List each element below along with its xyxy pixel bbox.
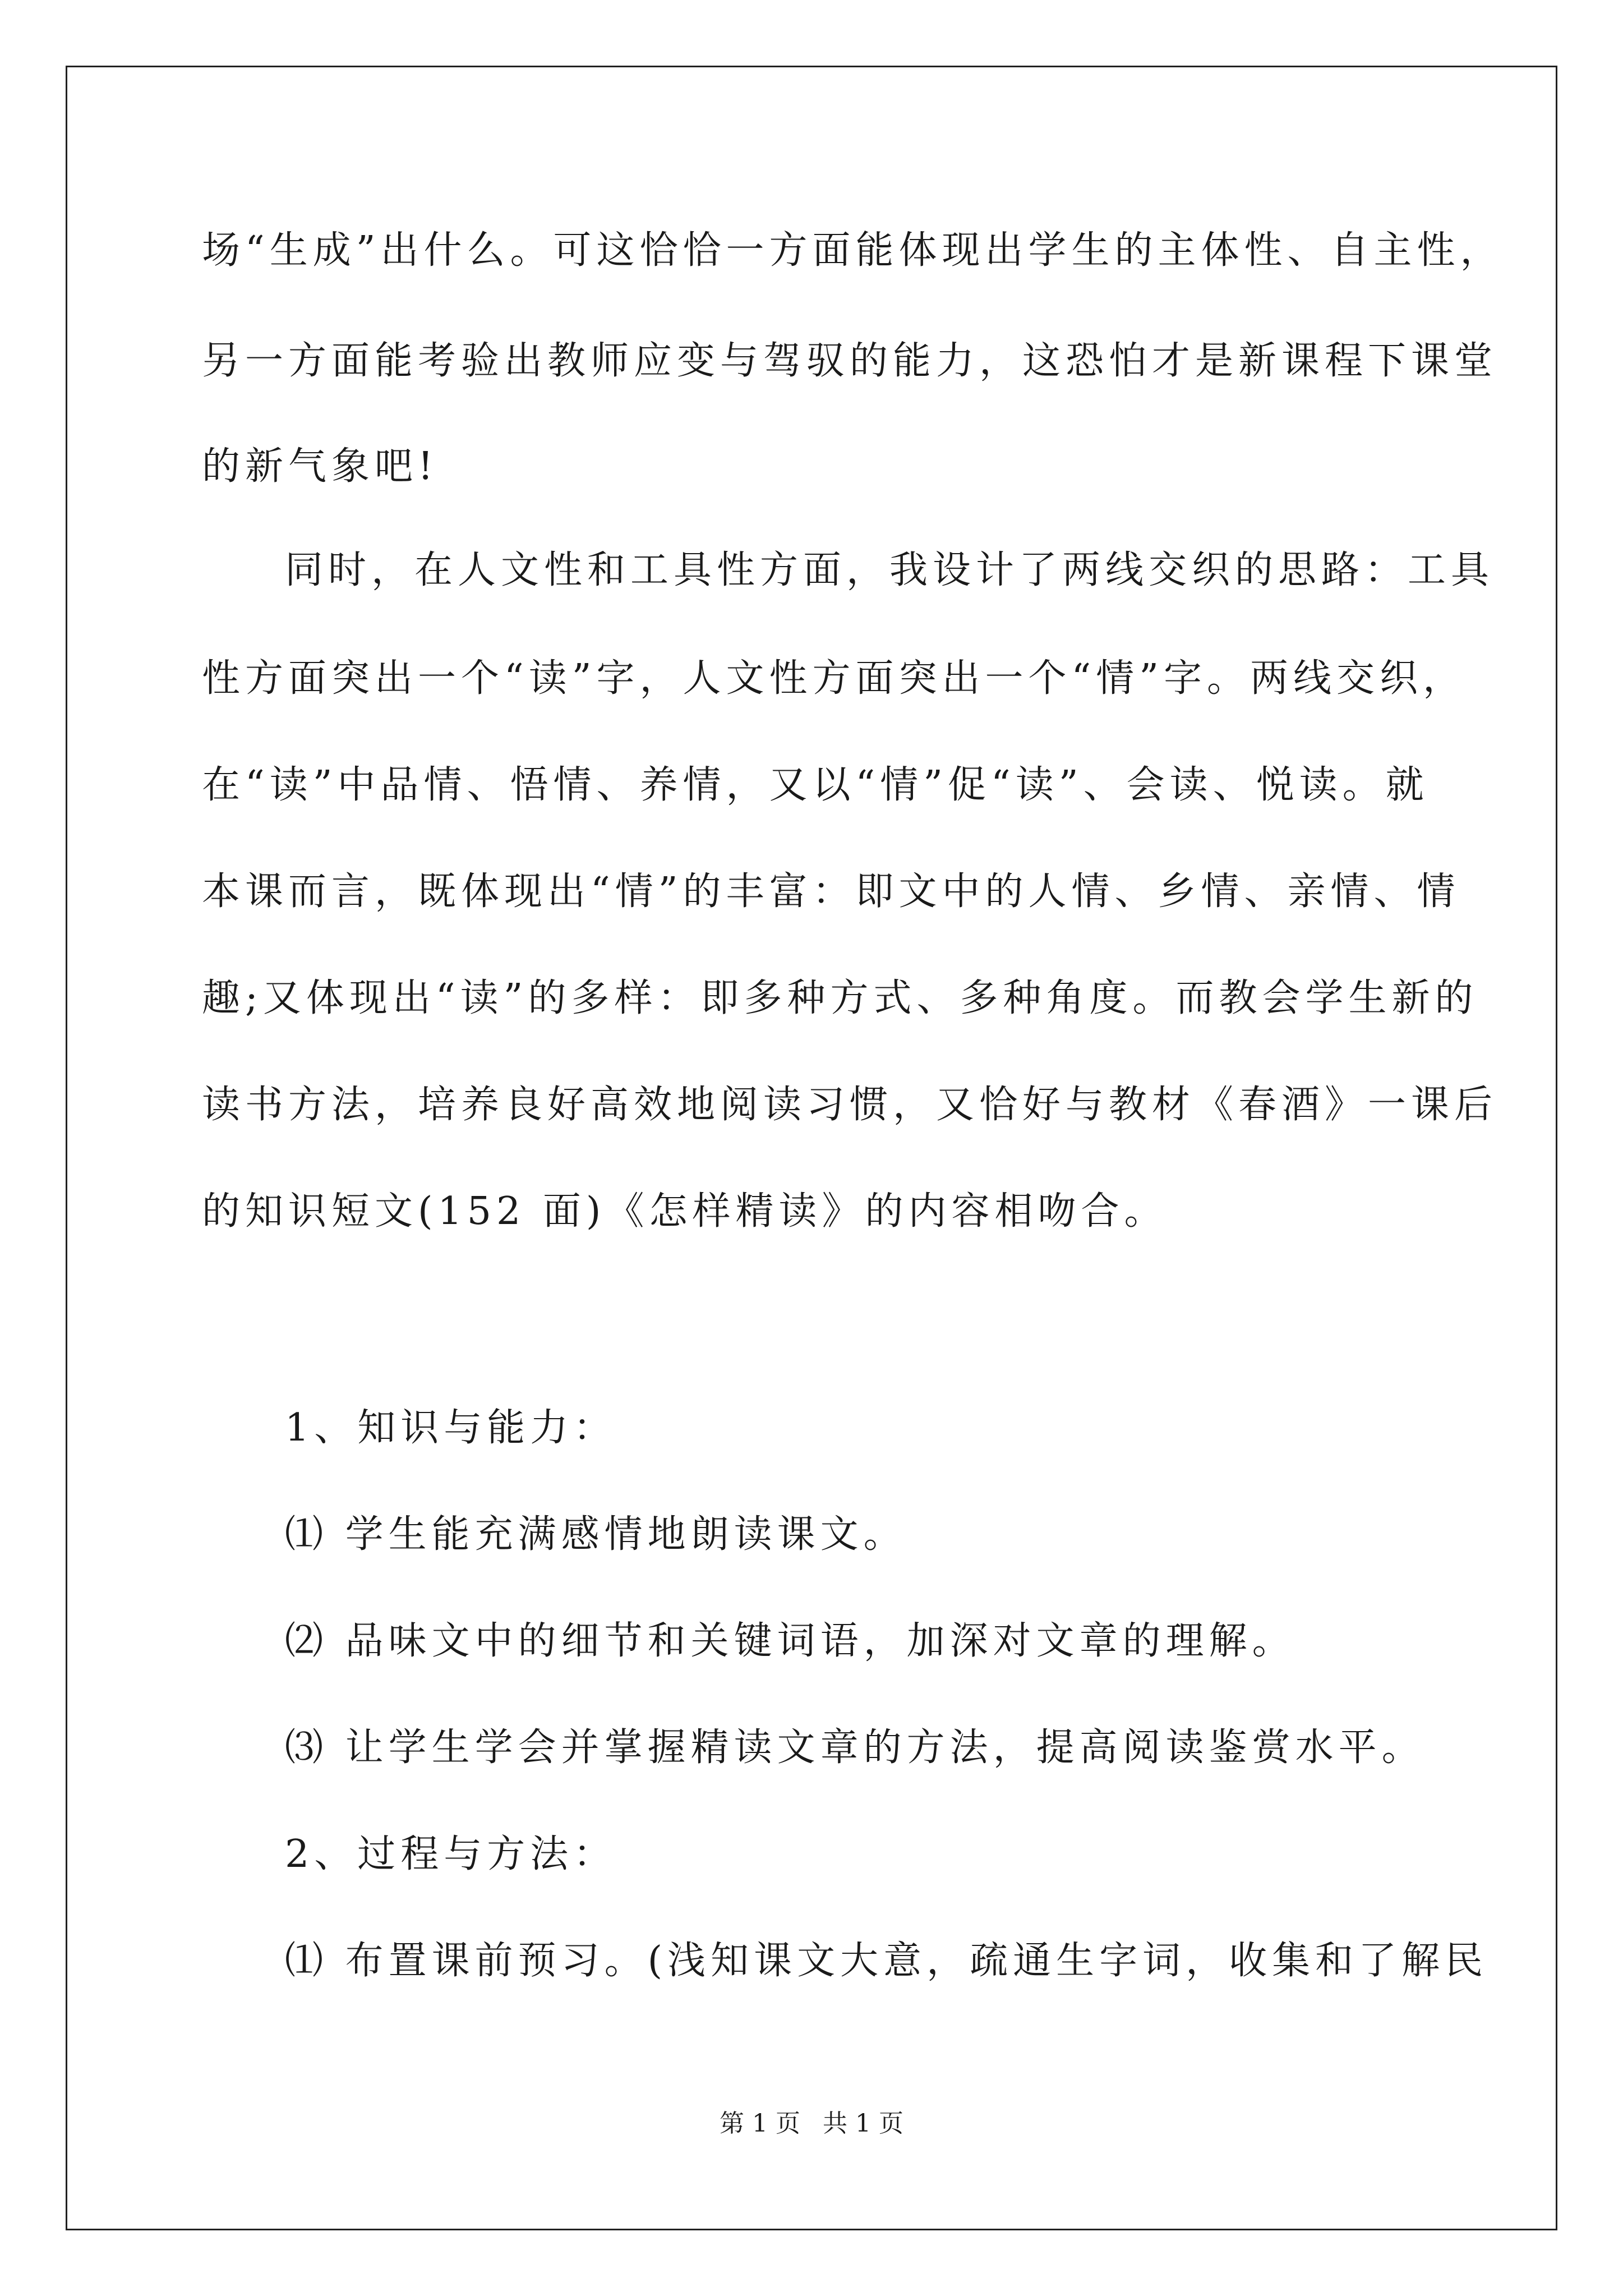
paragraph-line: 同时，在人文性和工具性方面，我设计了两线交织的思路：工具 <box>285 548 1495 592</box>
paragraph-line: 本课而言，既体现出“情”的丰富：即文中的人情、乡情、亲情、情 <box>202 869 1460 914</box>
paragraph-line: 另一方面能考验出教师应变与驾驭的能力，这恐怕才是新课程下课堂 <box>202 339 1498 383</box>
page-footer <box>0 2107 1623 2141</box>
list-item: ⑴ 学生能充满感情地朗读课文。 <box>285 1512 907 1557</box>
paragraph-line: 场“生成”出什么。可这恰恰一方面能体现出学生的主体性、自主性， <box>202 228 1504 273</box>
list-item: ⑴ 布置课前预习。(浅知课文大意，疏通生字词，收集和了解民 <box>285 1939 1488 1983</box>
paragraph-line: 的知识短文(152 面)《怎样精读》的内容相吻合。 <box>202 1189 1168 1234</box>
paragraph-line: 在“读”中品情、悟情、养情，又以“情”促“读”、会读、悦读。就 <box>202 763 1429 807</box>
page-border <box>66 66 1557 2230</box>
page-number-total: 共 1 页 <box>823 2109 903 2138</box>
paragraph-line: 性方面突出一个“读”字，人文性方面突出一个“情”字。两线交织， <box>202 656 1467 701</box>
paragraph-line: 的新气象吧! <box>202 444 439 489</box>
page-number-current: 第 1 页 <box>720 2109 800 2138</box>
list-item: ⑶ 让学生学会并掌握精读文章的方法，提高阅读鉴赏水平。 <box>285 1726 1425 1770</box>
list-item: ⑵ 品味文中的细节和关键词语，加深对文章的理解。 <box>285 1619 1295 1663</box>
section-heading: 1、知识与能力： <box>285 1406 617 1450</box>
paragraph-line: 趣;又体现出“读”的多样：即多种方式、多种角度。而教会学生新的 <box>202 976 1478 1020</box>
section-heading: 2、过程与方法： <box>285 1832 617 1876</box>
paragraph-line: 读书方法，培养良好高效地阅读习惯，又恰好与教材《春酒》一课后 <box>202 1083 1498 1127</box>
